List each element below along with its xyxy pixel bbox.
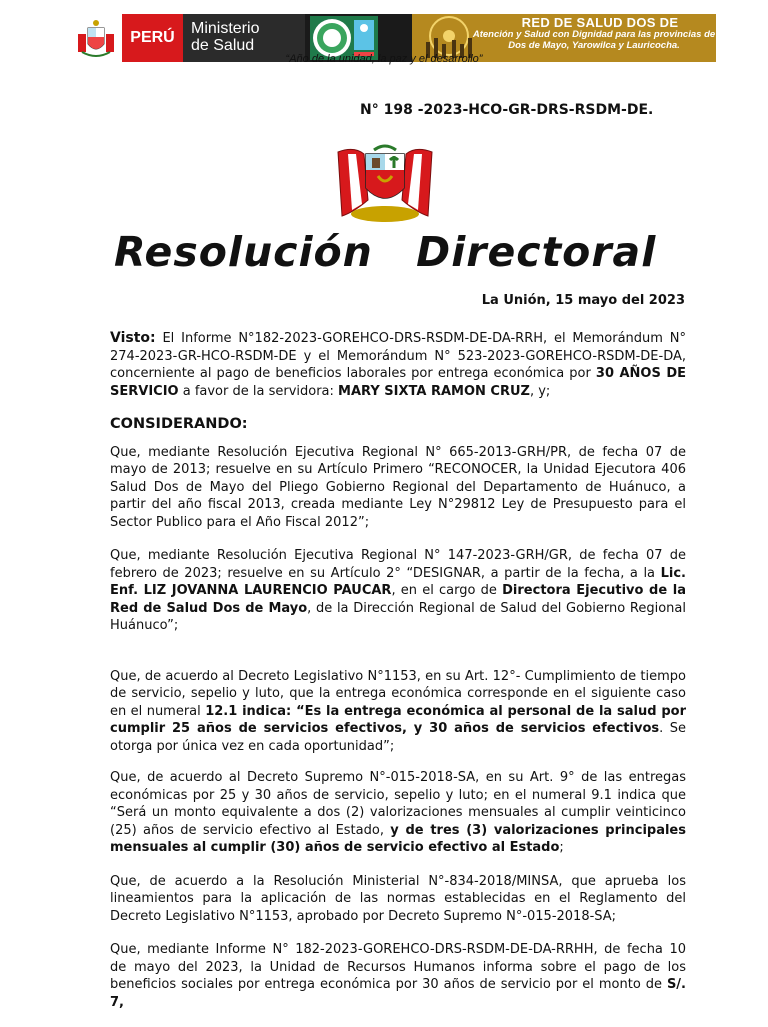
visto-text3: , y;	[529, 383, 551, 399]
visto-text2: a favor de la servidora:	[178, 383, 339, 399]
visto-bold1: 30 AÑOS DE SERVICIO	[110, 366, 686, 399]
title-word2: Directoral	[416, 228, 657, 276]
visto-text1: El Informe N°182-2023-GOREHCO-DRS-RSDM-DE-DA-RRH, el Memorándum N° 274-2023-GR-HCO-RSDM-DE y el Memorándum N° 523-2023-GOREHCO-RSDM-DE-DA, concerniente al pago de beneficios laborales por entrega económica por	[110, 331, 686, 381]
considerando-heading: CONSIDERANDO:	[110, 416, 248, 432]
p4-text1: Que, de acuerdo al Decreto Supremo N°-015-2018-SA, en su Art. 9° de las entregas económicas por 25 y 30 años de servicio, sepelio y luto; en el numeral 9.1 indica que “Será un monto equivalente a dos (2) valorizaciones mensuales al cumplir veinticinco (25) años de servicio efectivo al Estado,	[110, 770, 686, 838]
p2-bold2: Directora Ejecutivo de la Red de Salud Dos de Mayo	[110, 583, 686, 616]
visto-paragraph	[110, 330, 686, 400]
ministerio-line1: Ministerio	[191, 20, 260, 37]
p3-text1: Que, de acuerdo al Decreto Legislativo N°1153, en su Art. 12°- Cumplimiento de tiempo de servicio, sepelio y luto, que la entrega económica corresponde en el siguiente caso en el numeral	[110, 668, 686, 719]
paragraph-5: Que, de acuerdo a la Resolución Ministerial N°-834-2018/MINSA, que aprueba los lineamientos para la aplicación de las normas establecidas en el Reglamento del Decreto Legislativo N°1153, aprobado por Decreto Supremo N°-015-2018-SA;	[110, 873, 686, 924]
paragraph-2	[110, 547, 686, 635]
coat-of-arms-icon	[334, 142, 436, 226]
paragraph-6	[110, 941, 686, 1011]
document-body	[110, 330, 686, 1027]
title-word1: Resolución	[114, 228, 373, 276]
paragraph-4	[110, 769, 686, 857]
red-salud-subtitle: Atención y Salud con Dignidad para las provincias de Dos de Mayo, Yarowilca y Lauricocha.	[472, 29, 716, 51]
document-title	[114, 228, 714, 276]
year-motto: “Año de la unidad, la paz y el desarrollo”	[285, 53, 483, 65]
p2-text3: , de la Dirección Regional de Salud del Gobierno Regional Huánuco”;	[110, 600, 686, 633]
resolution-number: N° 198 -2023-HCO-GR-DRS-RSDM-DE.	[360, 102, 654, 118]
p2-text2: , en el cargo de	[391, 583, 503, 598]
paragraph-1: Que, mediante Resolución Ejecutiva Regional N° 665-2013-GRH/PR, de fecha 07 de mayo de 2013; resuelve en su Artículo Primero “RECONOCER, la Unidad Ejecutora 406 Salud Dos de Mayo del Pliego Gobierno Regional del Departamento de Huánuco, a partir del año fiscal 2013, creada mediante Ley N°29812 Ley de Presupuesto para el Sector Publico para el Año Fiscal 2012”;	[110, 444, 686, 530]
p4-bold1: y de tres (3) valorizaciones principales mensuales al cumplir (30) años de servicio efectivo al Estado	[110, 822, 686, 855]
document-date: La Unión, 15 mayo del 2023	[481, 293, 685, 308]
p3-bold1: 12.1 indica: “Es la entrega económica al personal de la salud por cumplir 25 años de servicios efectivos, y 30 años de servicios efectivos	[110, 703, 686, 736]
red-salud-title: RED DE SALUD DOS DE	[521, 15, 679, 30]
p4-text2: ;	[559, 840, 564, 855]
ministerio-line2: de Salud	[191, 37, 255, 54]
visto-bold2: MARY SIXTA RAMON CRUZ	[338, 383, 530, 399]
p3-text2: . Se otorga por única vez en cada oportunidad”;	[110, 721, 686, 754]
p6-bold1: S/. 7,	[110, 977, 686, 1010]
peru-badge: PERÚ	[122, 14, 183, 62]
p6-text1: Que, mediante Informe N° 182-2023-GOREHCO-DRS-RSDM-DE-DA-RRHH, de fecha 10 de mayo del 2023, la Unidad de Recursos Humanos informa sobre el pago de los beneficios sociales por entrega económica por 30 años de servicio por el monto de	[110, 942, 686, 992]
visto-label: Visto:	[110, 330, 156, 346]
p2-text1: Que, mediante Resolución Ejecutiva Regional N° 147-2023-GRH/GR, de fecha 07 de febrero de 2023; resuelve en su Artículo 2° “DESIGNAR, a partir de la fecha, a la	[110, 548, 686, 581]
p2-bold1: Lic. Enf. LIZ JOVANNA LAURENCIO PAUCAR	[110, 565, 686, 598]
paragraph-3	[110, 668, 686, 756]
